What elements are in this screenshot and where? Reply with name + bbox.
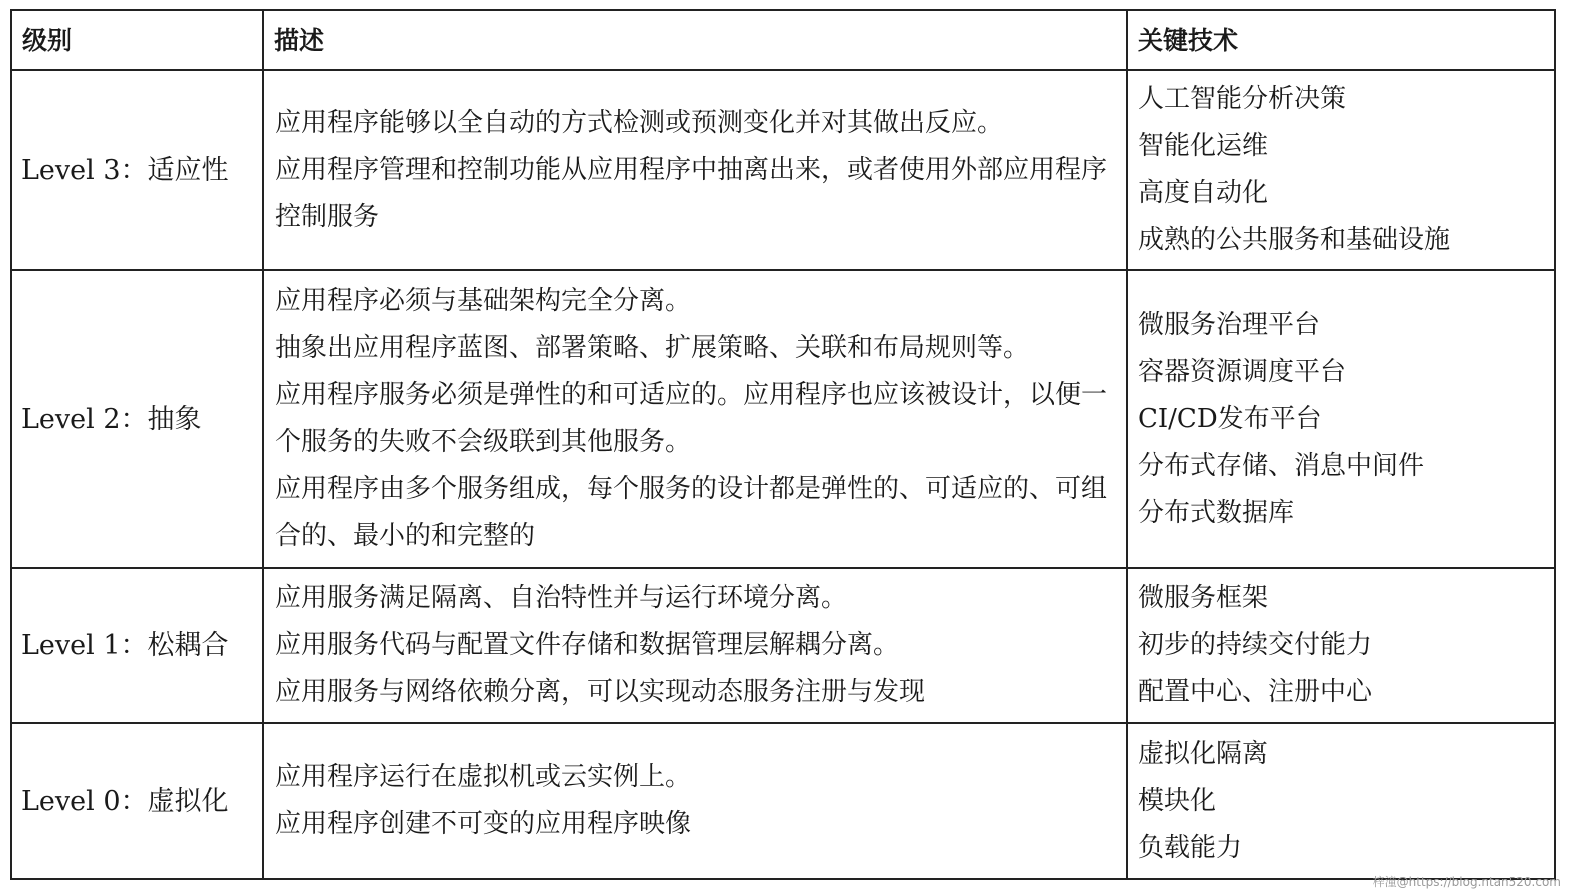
level-1-cell — [12, 569, 264, 724]
description-line: 应用程序必须与基础架构完全分离。 — [275, 286, 692, 316]
watermark-text: 梓潼@https://blog.ntan520.com — [1372, 875, 1561, 889]
description-line: 应用程序运行在虚拟机或云实例上。 — [275, 762, 692, 792]
description-line: 应用程序管理和控制功能从应用程序中抽离出来，或者使用外部应用程序控制服务 — [275, 154, 1108, 232]
description-line: 抽象出应用程序蓝图、部署策略、扩展策略、关联和布局规则等。 — [275, 333, 1030, 363]
description-line: 应用服务与网络依赖分离，可以实现动态服务注册与发现 — [275, 677, 926, 707]
key-tech-item: 人工智能分析决策 — [1138, 84, 1347, 114]
key-tech-item: 负载能力 — [1138, 832, 1243, 863]
key-tech-item: 微服务框架 — [1138, 583, 1269, 613]
key-tech-item: CI/CD发布平台 — [1138, 403, 1322, 434]
level-0-cell — [12, 724, 264, 878]
level-3-description — [264, 71, 1128, 271]
header-description — [264, 11, 1128, 71]
description-line: 应用程序能够以全自动的方式检测或预测变化并对其做出反应。 — [275, 107, 1004, 138]
key-tech-item: 微服务治理平台 — [1138, 309, 1321, 340]
description-line: 应用程序由多个服务组成，每个服务的设计都是弹性的、可适应的、可组合的、最小的和完整的 — [275, 474, 1108, 551]
key-tech-item: 模块化 — [1138, 785, 1217, 816]
header-level-label: 级别 — [22, 25, 73, 55]
key-tech-item: 容器资源调度平台 — [1138, 356, 1347, 387]
header-key-tech-label: 关键技术 — [1138, 25, 1239, 55]
description-line: 应用程序服务必须是弹性的和可适应的。应用程序也应该被设计，以便一个服务的失败不会级联到其他服务。 — [275, 380, 1108, 457]
description-line: 应用服务满足隔离、自治特性并与运行环境分离。 — [275, 583, 848, 613]
cloud-native-maturity-table — [10, 9, 1556, 880]
key-tech-item: 智能化运维 — [1138, 131, 1269, 161]
level-2-cell — [12, 271, 264, 569]
level-0-key-tech — [1128, 724, 1554, 878]
key-tech-item: 分布式存储、消息中间件 — [1138, 450, 1425, 481]
level-0-description — [264, 724, 1128, 878]
key-tech-item: 初步的持续交付能力 — [1138, 630, 1373, 660]
level-2-description — [264, 271, 1128, 569]
header-key-tech — [1128, 11, 1554, 71]
level-3-key-tech — [1128, 71, 1554, 271]
description-line: 应用服务代码与配置文件存储和数据管理层解耦分离。 — [275, 630, 900, 660]
level-0-label: Level 0：虚拟化 — [21, 785, 229, 817]
level-2-label: Level 2：抽象 — [21, 403, 202, 435]
key-tech-item: 高度自动化 — [1138, 178, 1269, 208]
level-1-key-tech — [1128, 569, 1554, 724]
header-level — [12, 11, 264, 71]
level-3-cell — [12, 71, 264, 271]
header-description-label: 描述 — [274, 25, 325, 55]
key-tech-item: 分布式数据库 — [1138, 497, 1295, 528]
level-1-description — [264, 569, 1128, 724]
level-3-label: Level 3：适应性 — [21, 154, 229, 186]
level-2-key-tech — [1128, 271, 1554, 569]
description-line: 应用程序创建不可变的应用程序映像 — [275, 809, 692, 839]
key-tech-item: 配置中心、注册中心 — [1138, 677, 1373, 707]
key-tech-item: 成熟的公共服务和基础设施 — [1138, 225, 1451, 255]
key-tech-item: 虚拟化隔离 — [1138, 738, 1269, 769]
level-1-label: Level 1：松耦合 — [21, 630, 229, 661]
